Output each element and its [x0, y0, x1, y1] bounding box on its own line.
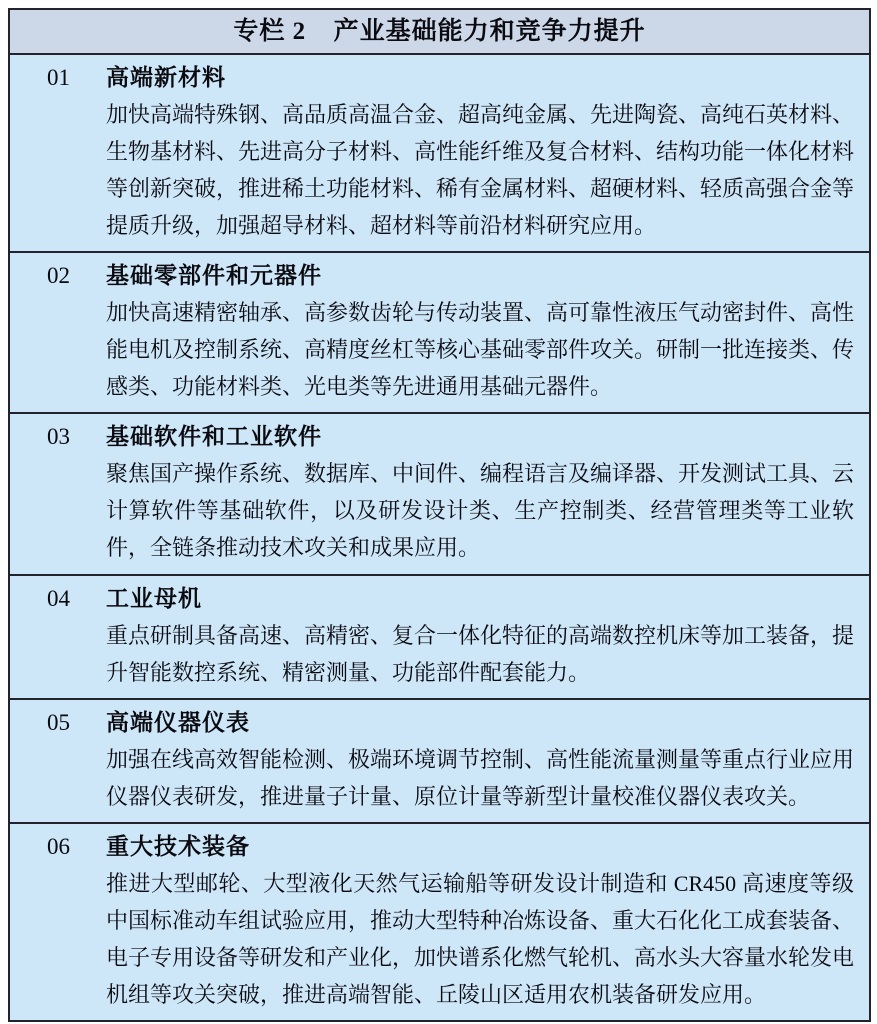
section-row	[10, 700, 869, 824]
section-number: 04	[47, 585, 70, 611]
panel-header-title: 产业基础能力和竞争力提升	[333, 18, 646, 45]
section-title: 工业母机	[106, 585, 202, 611]
section-body: 加快高速精密轴承、高参数齿轮与传动装置、高可靠性液压气动密封件、高性能电机及控制系统、高精度丝杠等核心基础零部件攻关。研制一批连接类、传感类、功能材料类、光电类等先进通用基础元器件。	[106, 300, 855, 400]
section-body: 加快高端特殊钢、高品质高温合金、超高纯金属、先进陶瓷、高纯石英材料、生物基材料、先进高分子材料、高性能纤维及复合材料、结构功能一体化材料等创新突破，推进稀土功能材料、稀有金属材料、超硬材料、轻质高强合金等提质升级，加强超导材料、超材料等前沿材料研究应用。	[106, 102, 855, 238]
section-title: 高端仪器仪表	[106, 709, 250, 735]
section-number: 01	[47, 65, 70, 90]
column-box	[8, 8, 871, 1022]
section-number: 02	[47, 263, 70, 289]
panel-header-label: 专栏 2	[233, 18, 307, 45]
section-content	[106, 580, 869, 692]
section-content	[106, 59, 869, 245]
sections-list	[10, 55, 869, 1020]
section-title: 重大技术装备	[106, 833, 250, 859]
section-title: 高端新材料	[106, 65, 226, 90]
section-content	[106, 704, 869, 816]
section-row	[10, 253, 869, 414]
section-row	[10, 824, 869, 1020]
section-number: 03	[47, 424, 70, 450]
panel-header	[10, 10, 869, 55]
section-body: 加强在线高效智能检测、极端环境调节控制、高性能流量测量等重点行业应用仪器仪表研发，推进量子计量、原位计量等新型计量校准仪器仪表攻关。	[106, 746, 855, 809]
section-content	[106, 828, 869, 1014]
section-content	[106, 418, 869, 567]
section-body: 重点研制具备高速、高精密、复合一体化特征的高端数控机床等加工装备，提升智能数控系统、精密测量、功能部件配套能力。	[106, 622, 855, 685]
section-title: 基础软件和工业软件	[106, 424, 322, 450]
section-body: 聚焦国产操作系统、数据库、中间件、编程语言及编译器、开发测试工具、云计算软件等基础软件，以及研发设计类、生产控制类、经营管理类等工业软件，全链条推动技术攻关和成果应用。	[106, 461, 855, 561]
section-row	[10, 414, 869, 575]
section-row	[10, 576, 869, 700]
section-row	[10, 55, 869, 253]
section-title: 基础零部件和元器件	[106, 263, 322, 289]
section-number: 05	[47, 709, 70, 735]
section-number: 06	[47, 833, 70, 859]
section-body: 推进大型邮轮、大型液化天然气运输船等研发设计制造和 CR450 高速度等级中国标准动车组试验应用，推动大型特种冶炼设备、重大石化化工成套装备、电子专用设备等研发和产业化，加快谱系化燃气轮机、高水头大容量水轮发电机组等攻关突破，推进高端智能、丘陵山区适用农机装备研发应用。	[106, 870, 855, 1007]
section-content	[106, 257, 869, 406]
